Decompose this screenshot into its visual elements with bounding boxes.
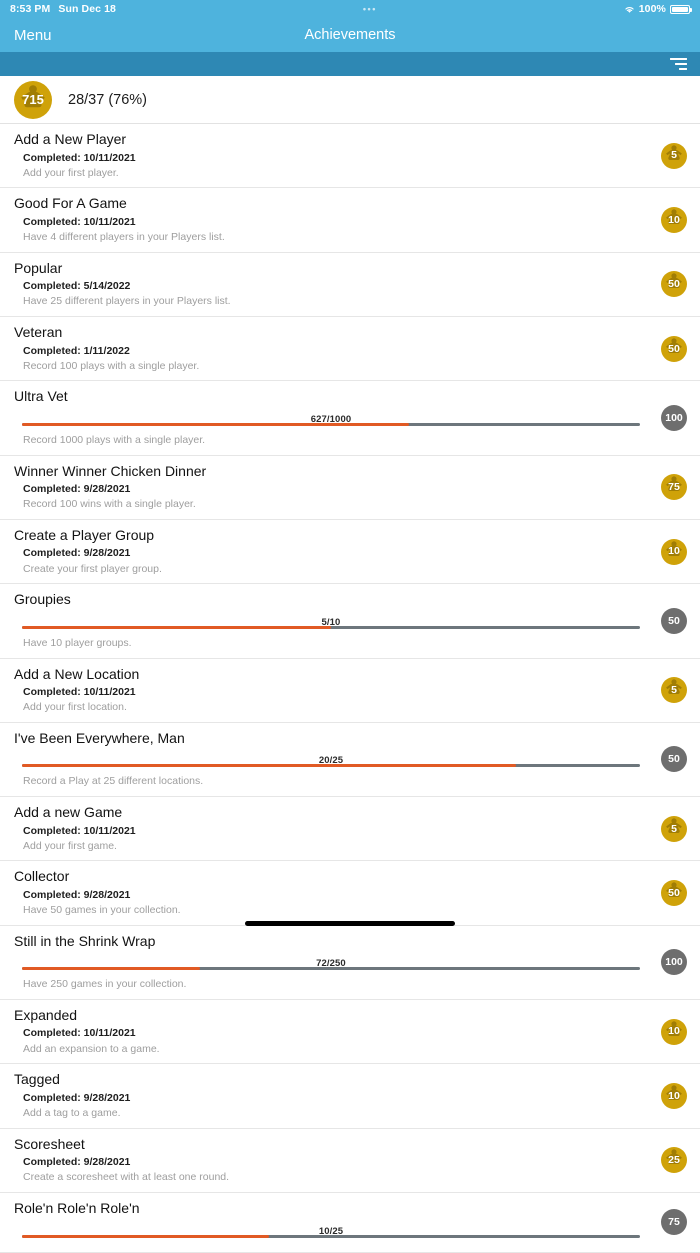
achievement-points-badge [661,474,687,500]
achievements-list[interactable] [0,124,700,1253]
achievement-completed-date: Completed: 9/28/2021 [23,547,131,560]
achievement-points-value: 50 [668,753,680,766]
achievement-description: Create your first player group. [23,562,162,575]
achievement-completed-date: Completed: 1/11/2022 [23,344,130,357]
achievement-points-value: 50 [668,278,680,291]
achievement-points-badge [661,143,687,169]
achievement-completed-date: Completed: 10/11/2021 [23,215,136,228]
achievement-completed-date: Completed: 9/28/2021 [23,1091,131,1104]
achievement-description: Have 25 different players in your Players list. [23,295,231,308]
achievement-points-value: 25 [668,1154,680,1167]
status-bar [0,0,700,18]
achievement-description: Add an expansion to a game. [23,1042,160,1055]
achievement-title: Good For A Game [14,195,127,212]
status-bar-left [10,3,116,15]
achievement-points-value: 10 [668,1025,680,1038]
achievement-title: Add a New Location [14,665,140,682]
achievement-title: Popular [14,259,63,276]
achievement-title: Groupies [14,591,71,608]
achievement-points-value: 10 [668,545,680,558]
achievement-title: Create a Player Group [14,526,155,543]
achievement-title: Collector [14,868,70,885]
achievement-completed-date: Completed: 10/11/2021 [23,1027,136,1040]
achievement-points-badge [661,880,687,906]
toolbar [0,52,700,76]
achievement-title: Veteran [14,324,63,341]
achievement-row[interactable] [0,520,700,584]
achievement-title: Role'n Role'n Role'n [14,1200,140,1217]
achievement-completed-date: Completed: 9/28/2021 [23,483,131,496]
achievement-points-value: 10 [668,1089,680,1102]
achievement-points-value: 75 [668,1216,680,1229]
sort-filter-icon[interactable] [670,58,687,71]
achievement-points-badge [661,1209,687,1235]
achievement-progress-bar [22,756,640,768]
achievement-row[interactable] [0,253,700,317]
achievement-title: Add a New Player [14,131,127,147]
achievement-progress-bar [22,618,640,630]
achievement-description: Record 100 plays with a single player. [23,359,200,372]
achievements-progress-text: 28/37 (76%) [68,91,147,108]
achievement-description: Add your first player. [23,166,119,179]
achievement-points-badge [661,539,687,565]
achievement-points-value: 5 [671,822,677,835]
achievement-completed-date: Completed: 10/11/2021 [23,151,136,164]
achievement-points-value: 50 [668,614,680,627]
progress-label: 5/10 [321,616,341,628]
achievement-points-badge [661,207,687,233]
achievement-title: I've Been Everywhere, Man [14,729,185,746]
achievement-points-value: 5 [671,149,677,162]
achievement-title: Add a new Game [14,804,123,821]
achievement-completed-date: Completed: 5/14/2022 [23,280,131,293]
achievement-description: Add your first game. [23,839,117,852]
achievement-points-badge [661,1083,687,1109]
achievement-title: Scoresheet [14,1135,85,1152]
achievement-description: Record 100 wins with a single player. [23,498,196,511]
achievement-points-badge [661,405,687,431]
achievement-points-value: 10 [668,213,680,226]
achievement-row[interactable] [0,381,700,455]
battery-icon [670,5,690,14]
status-bar-right [624,3,690,15]
achievement-points-badge [661,816,687,842]
achievement-points-value: 50 [668,886,680,899]
achievement-row[interactable] [0,124,700,188]
achievement-row[interactable] [0,584,700,658]
progress-label: 20/25 [318,755,344,767]
achievement-points-badge [661,608,687,634]
achievement-row[interactable] [0,317,700,381]
navigation-bar [0,18,700,52]
achievement-description: Create a scoresheet with at least one round. [23,1171,230,1184]
achievement-row[interactable] [0,188,700,252]
achievement-completed-date: Completed: 9/28/2021 [23,888,131,901]
achievement-row[interactable] [0,1129,700,1193]
achievement-progress-bar [22,415,640,427]
achievement-row[interactable] [0,926,700,1000]
wifi-icon [624,5,635,14]
achievement-completed-date: Completed: 10/11/2021 [23,824,136,837]
status-bar-center [116,4,624,14]
achievement-title: Tagged [14,1071,60,1088]
achievement-row[interactable] [0,797,700,861]
dynamic-island-dots-icon: ••• [362,4,377,14]
achievement-row[interactable] [0,1064,700,1128]
status-time: 8:53 PM [10,3,51,15]
status-date: Sun Dec 18 [58,3,116,15]
achievement-row[interactable] [0,861,700,925]
achievement-description: Have 4 different players in your Players list. [23,231,225,244]
achievement-points-badge [661,1147,687,1173]
achievement-title: Still in the Shrink Wrap [14,932,156,949]
achievement-description: Add your first location. [23,701,127,714]
achievement-title: Winner Winner Chicken Dinner [14,462,207,479]
progress-label: 627/1000 [310,413,352,425]
achievement-progress-bar [22,1227,640,1239]
achievement-description: Add a tag to a game. [23,1107,121,1120]
achievement-title: Ultra Vet [14,388,68,405]
achievement-row[interactable] [0,456,700,520]
achievement-description: Record a Play at 25 different locations. [23,775,204,788]
total-points-badge [14,81,52,119]
achievement-completed-date: Completed: 10/11/2021 [23,686,136,699]
home-indicator [245,921,455,926]
achievement-points-badge [661,1019,687,1045]
progress-label: 10/25 [318,1225,344,1237]
achievement-points-badge [661,677,687,703]
achievement-points-badge [661,271,687,297]
achievement-title: Expanded [14,1006,78,1023]
achievement-description: Have 50 games in your collection. [23,904,181,917]
achievement-completed-date: Completed: 9/28/2021 [23,1156,131,1169]
achievement-description: Have 250 games in your collection. [23,978,187,991]
achievement-points-value: 50 [668,342,680,355]
achievement-points-badge [661,746,687,772]
achievement-row[interactable] [0,1193,700,1253]
achievement-description: Have 10 player groups. [23,636,132,649]
achievement-points-badge [661,336,687,362]
achievement-points-value: 75 [668,481,680,494]
achievement-points-value: 100 [665,956,683,969]
achievement-points-badge [661,949,687,975]
achievement-points-value: 100 [665,411,683,424]
achievement-progress-bar [22,959,640,971]
menu-button[interactable]: Menu [14,26,52,44]
achievement-row[interactable] [0,659,700,723]
summary-row [0,76,700,124]
achievement-points-value: 5 [671,683,677,696]
battery-percent-label: 100% [638,3,666,15]
page-title: Achievements [304,27,396,43]
progress-label: 72/250 [316,958,346,970]
total-points-value: 715 [22,92,44,107]
achievement-row[interactable] [0,1000,700,1064]
achievement-description: Record 1000 plays with a single player. [23,433,206,446]
achievement-row[interactable] [0,723,700,797]
